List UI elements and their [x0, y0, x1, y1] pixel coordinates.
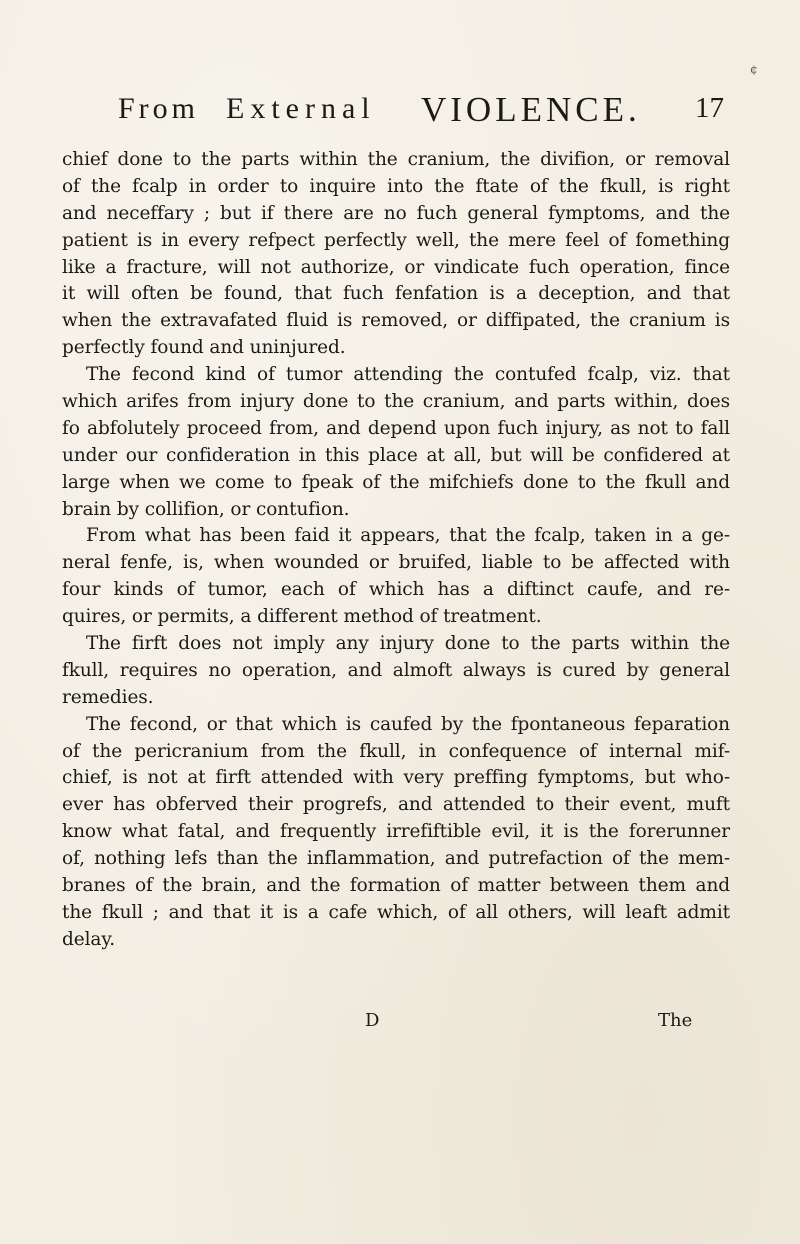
text-line: fkull, requires no operation, and almoft always is cured by general [62, 659, 730, 681]
text-line: of the pericranium from the fkull, in confequence of internal mif- [62, 740, 730, 762]
text-line: it will often be found, that fuch fenfation is a deception, and that [62, 283, 730, 305]
text-line: know what fatal, and frequently irrefiftible evil, it is the forerunner [62, 821, 730, 843]
text-line: the fkull ; and that it is a cafe which, of all others, will leaft admit [62, 901, 730, 923]
text-line: like a fracture, will not authorize, or vindicate fuch operation, fince [62, 256, 730, 278]
page-mark: ¢ [750, 62, 758, 76]
catchword: The [658, 1010, 693, 1031]
text-line: fo abfolutely proceed from, and depend upon fuch injury, as not to fall [62, 417, 730, 439]
text-line: four kinds of tumor, each of which has a diftinct caufe, and re- [62, 579, 730, 601]
text-line: neral fenfe, is, when wounded or bruifed, liable to be affected with [62, 552, 730, 574]
text-line: The firft does not imply any injury done to the parts within the [86, 633, 730, 655]
text-line: of, nothing lefs than the inflammation, and putrefaction of the mem- [62, 848, 730, 870]
running-head-external: External [226, 92, 376, 125]
text-line: quires, or permits, a different method of treatment. [62, 606, 542, 628]
text-line: brain by collifion, or contufion. [62, 498, 350, 520]
text-line: chief, is not at firft attended with very preffing fymptoms, but who- [62, 767, 730, 789]
text-line: patient is in every refpect perfectly well, the mere feel of fomething [62, 229, 730, 251]
running-head-violence: VIOLENCE. [421, 90, 641, 129]
text-line: large when we come to fpeak of the mifchiefs done to the fkull and [62, 471, 730, 493]
text-line: which arifes from injury done to the cranium, and parts within, does [62, 391, 730, 413]
page-number: 17 [695, 92, 724, 124]
text-line: of the fcalp in order to inquire into the ftate of the fkull, is right [62, 175, 730, 197]
text-line: remedies. [62, 686, 154, 708]
text-line: perfectly found and uninjured. [62, 337, 346, 359]
running-head-from: From [118, 92, 200, 125]
text-line: branes of the brain, and the formation of matter between them and [62, 875, 730, 897]
signature-mark: D [365, 1010, 380, 1031]
text-line: ever has obferved their progrefs, and attended to their event, muft [62, 794, 730, 816]
text-line: From what has been faid it appears, that the fcalp, taken in a ge- [86, 525, 730, 547]
body-text [62, 147, 730, 954]
running-head [118, 92, 728, 132]
text-line: and neceffary ; but if there are no fuch general fymptoms, and the [62, 202, 730, 224]
text-line: delay. [62, 928, 116, 950]
text-line: The fecond kind of tumor attending the contufed fcalp, viz. that [86, 364, 730, 386]
text-line: chief done to the parts within the cranium, the divifion, or removal [62, 149, 730, 170]
text-line: when the extravafated fluid is removed, or diffipated, the cranium is [62, 310, 730, 332]
text-line: The fecond, or that which is caufed by the fpontaneous feparation [86, 713, 730, 735]
text-line: under our confideration in this place at all, but will be confidered at [62, 444, 730, 466]
